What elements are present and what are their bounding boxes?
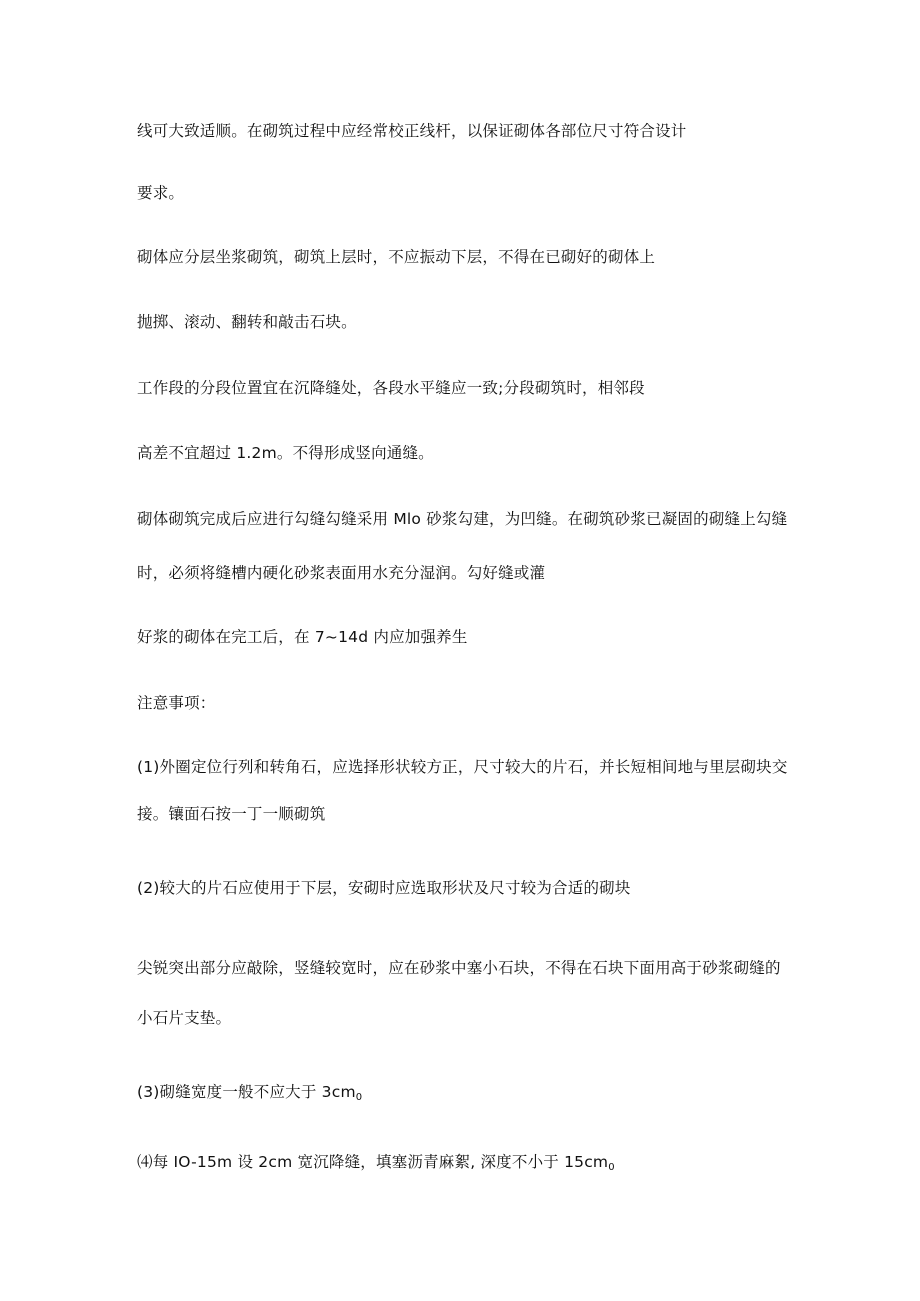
- paragraph-line: 工作段的分段位置宜在沉降缝处，各段水平缝应一致;分段砌筑时，相邻段: [137, 379, 645, 397]
- paragraph-line: 时，必须将缝槽内硬化砂浆表面用水充分湿润。勾好缝或灌: [137, 564, 546, 582]
- paragraph-line: 接。镶面石按一丁一顺砌筑: [137, 805, 326, 823]
- paragraph-line: 线可大致适顺。在砌筑过程中应经常校正线杆，以保证砌体各部位尺寸符合设计: [137, 122, 687, 140]
- paragraph-line: 高差不宜超过 1.2m。不得形成竖向通缝。: [137, 444, 434, 462]
- paragraph-line: 砌体砌筑完成后应进行勾缝勾缝采用 Mlo 砂浆勾建，为凹缝。在砌筑砂浆已凝固的砌缝上勾缝: [137, 510, 788, 528]
- subscript: 0: [355, 1092, 363, 1103]
- paragraph-line: (1)外圈定位行列和转角石，应选择形状较方正，尺寸较大的片石，并长短相间地与里层砌块交: [137, 758, 788, 776]
- section-heading: 注意事项：: [137, 694, 216, 712]
- paragraph-line: 小石片支垫。: [137, 1009, 232, 1027]
- paragraph-line: 要求。: [137, 184, 185, 202]
- line-text: (3)砌缝宽度一般不应大于 3cm: [137, 1083, 356, 1101]
- paragraph-line: 抛掷、滚动、翻转和敲击石块。: [137, 313, 357, 331]
- paragraph-line: 砌体应分层坐浆砌筑，砌筑上层时，不应振动下层，不得在已砌好的砌体上: [137, 248, 656, 266]
- paragraph-line: 尖锐突出部分应敲除，竖缝较宽时，应在砂浆中塞小石块，不得在石块下面用高于砂浆砌缝的: [137, 959, 781, 977]
- line-text: ⑷每 IO-15m 设 2cm 宽沉降缝，填塞沥青麻絮, 深度不小于 15cm: [137, 1153, 609, 1171]
- paragraph-line: [137, 1152, 615, 1178]
- subscript: 0: [608, 1162, 615, 1173]
- paragraph-line: [137, 1082, 362, 1108]
- paragraph-line: (2)较大的片石应使用于下层，安砌时应选取形状及尺寸较为合适的砌块: [137, 879, 631, 897]
- paragraph-line: 好浆的砌体在完工后，在 7~14d 内应加强养生: [137, 628, 468, 646]
